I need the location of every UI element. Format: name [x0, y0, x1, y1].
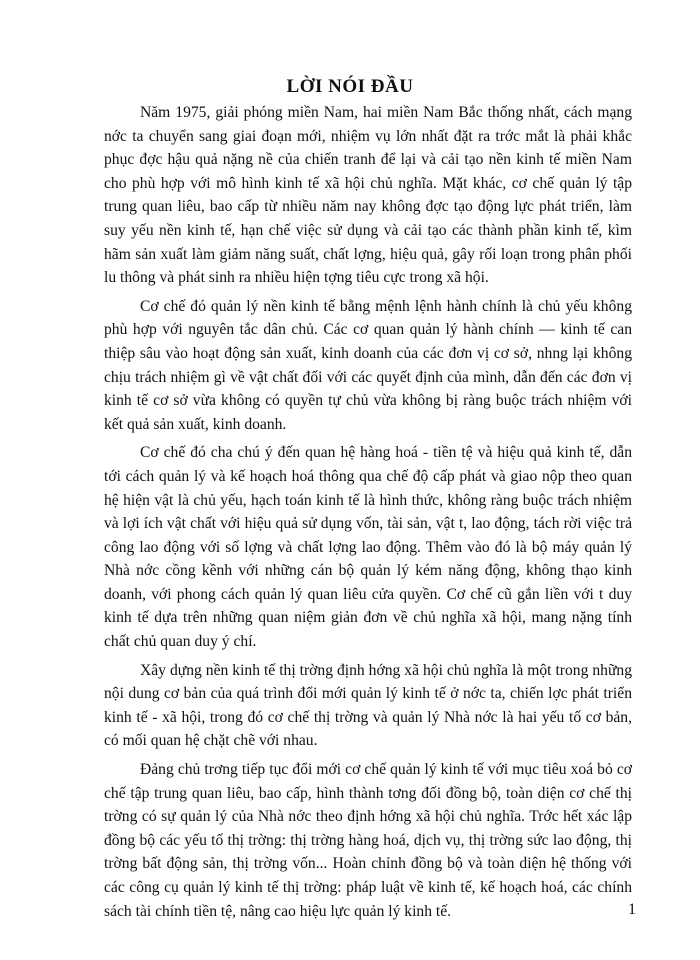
paragraph-5: Đảng chủ trơng tiếp tục đổi mới cơ chế quản lý kinh tế với mục tiêu xoá bỏ cơ chế tập trung quan liêu, bao cấp, hình thành tơng đối đồng bộ, toàn diện cơ chế thị trờng có sự quản lý của Nhà nớc theo định hớng xã hội chủ nghĩa. Trớc hết xác lập đồng bộ các yếu tố thị trờng: thị trờng hàng hoá, dịch vụ, thị trờng sức lao động, thị trờng bất động sản, thị trờng vốn... Hoàn chỉnh đồng bộ và toàn diện hệ thống với các công cụ quản lý kinh tế thị trờng: pháp luật về kinh tế, kế hoạch hoá, các chính sách tài chính tiền tệ, nâng cao hiệu lực quản lý kinh tế. [104, 761, 632, 920]
page-number: 1 [628, 901, 636, 918]
paragraph-3: Cơ chế đó cha chú ý đến quan hệ hàng hoá - tiền tệ và hiệu quả kinh tế, dẫn tới cách quản lý và kế hoạch hoá thông qua chế độ cấp phát và giao nộp theo quan hệ hiện vật là chủ yếu, hạch toán kinh tế là hình thức, không ràng buộc trách nhiệm và lợi ích vật chất với hiệu quả sử dụng vốn, tài sản, vật t, lao động, tách rời việc trả công lao động với số lợng và chất lợng lao động. Thêm vào đó là bộ máy quản lý Nhà nớc cồng kềnh với những cán bộ quản lý kém năng động, không thạo kinh doanh, với phong cách quản lý quan liêu cửa quyền. Cơ chế cũ gắn liền với t duy kinh tế dựa trên những quan niệm giản đơn về chủ nghĩa xã hội, mang nặng tính chất chủ quan duy ý chí. [104, 444, 632, 651]
paragraph-4: Xây dựng nền kinh tế thị trờng định hớng xã hội chủ nghĩa là một trong những nội dung cơ bản của quá trình đổi mới quản lý kinh tế ở nớc ta, chiến lợc phát triển kinh tế - xã hội, trong đó cơ chế thị trờng và quản lý Nhà nớc là hai yếu tố cơ bản, có mối quan hệ chặt chẽ với nhau. [104, 661, 632, 750]
document-body [104, 101, 632, 928]
page-title: LỜI NÓI ĐẦU [286, 76, 414, 97]
paragraph-2: Cơ chế đó quản lý nền kinh tế bằng mệnh lệnh hành chính là chủ yếu không phù hợp với nguyên tắc dân chủ. Các cơ quan quản lý hành chính — kinh tế can thiệp sâu vào hoạt động sản xuất, kinh doanh của các đơn vị cơ sở, nhng lại không chịu trách nhiệm gì về vật chất đối với các quyết định của mình, dẫn đến các đơn vị kinh tế cơ sở vừa không có quyền tự chủ vừa không bị ràng buộc trách nhiệm với kết quả sản xuất, kinh doanh. [104, 297, 632, 433]
paragraph-1: Năm 1975, giải phóng miền Nam, hai miền Nam Bắc thống nhất, cách mạng nớc ta chuyển sang giai đoạn mới, nhiệm vụ lớn nhất đặt ra trớc mắt là phải khắc phục đợc hậu quả nặng nề của chiến tranh để lại và cải tạo nền kinh tế miền Nam cho phù hợp với mô hình kinh tế xã hội chủ nghĩa. Mặt khác, cơ chế quản lý tập trung quan liêu, bao cấp từ nhiều năm nay không đợc tạo động lực phát triển, làm suy yếu nền kinh tế, hạn chế việc sử dụng và cải tạo các thành phần kinh tế, kìm hãm sản xuất làm giảm năng suất, chất lợng, hiệu quả, gây rối loạn trong phân phối lu thông và phát sinh ra nhiều hiện tợng tiêu cực trong xã hội. [104, 104, 632, 287]
